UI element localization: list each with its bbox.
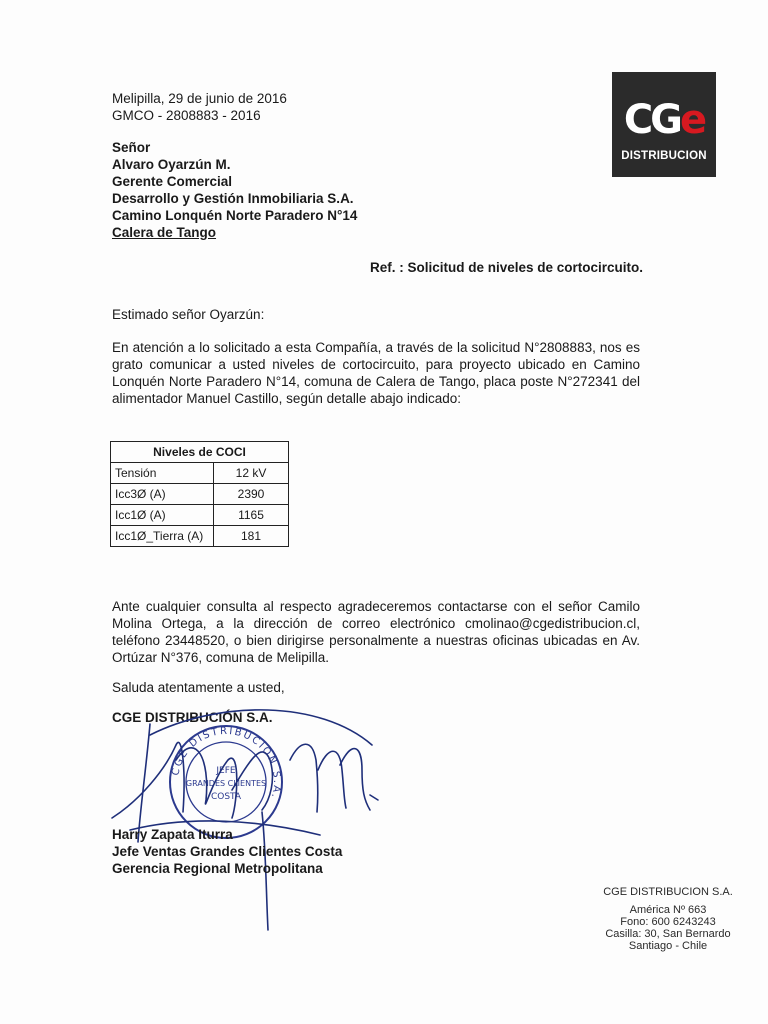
table-header-row	[111, 442, 289, 463]
table-title: Niveles de COCI	[111, 442, 289, 463]
footer-city: Santiago - Chile	[628, 940, 708, 952]
table-cell-value: 181	[214, 526, 289, 547]
stamp-inner-line-1: JEFE	[216, 766, 236, 776]
recipient-name: Alvaro Oyarzún M.	[112, 157, 231, 172]
signer-title: Jefe Ventas Grandes Clientes Costa	[112, 844, 343, 859]
table-row	[111, 463, 289, 484]
table-cell-label: Icc1Ø (A)	[111, 505, 214, 526]
footer-company: CGE DISTRIBUCION S.A.	[603, 886, 733, 898]
table-cell-value: 1165	[214, 505, 289, 526]
table-cell-label: Tensión	[111, 463, 214, 484]
recipient-salutation: Señor	[112, 140, 151, 155]
logo-subtitle: DISTRIBUCION	[621, 150, 707, 162]
recipient-position: Gerente Comercial	[112, 174, 233, 189]
recipient-city: Calera de Tango	[112, 225, 217, 240]
table-row	[111, 484, 289, 505]
recipient-block	[112, 139, 357, 241]
recipient-company: Desarrollo y Gestión Inmobiliaria S.A.	[112, 191, 354, 206]
stamp-inner-line-2: GRANDES CLIENTES	[185, 779, 267, 788]
letter-header	[112, 90, 287, 124]
table-cell-value: 2390	[214, 484, 289, 505]
body-paragraph-1: En atención a lo solicitado a esta Compañía, a través de la solicitud N°2808883, nos es grato comunicar a usted niveles de cortocircuito, para proyecto ubicado en Camino Lonquén Norte Paradero N°14, comuna de Calera de Tango, placa poste N°272341 del alimentador Manuel Castillo, según detalle abajo indicado:	[112, 340, 640, 406]
greeting: Estimado señor Oyarzún:	[112, 307, 265, 322]
table-row	[111, 505, 289, 526]
place-date: Melipilla, 29 de junio de 2016	[112, 91, 287, 106]
company-stamp	[170, 726, 282, 838]
table-cell-label: Icc1Ø_Tierra (A)	[111, 526, 214, 547]
handwritten-signature	[112, 710, 378, 930]
reference-code: GMCO - 2808883 - 2016	[112, 108, 261, 123]
footer-street: América Nº 663	[629, 904, 707, 916]
footer-phone: Fono: 600 6243243	[620, 916, 716, 928]
reference-line: Ref. : Solicitud de niveles de cortocircuito.	[370, 260, 644, 275]
sender-company: CGE DISTRIBUCIÓN S.A.	[112, 710, 273, 725]
stamp-ring-text: CGE DISTRIBUCION S.A.	[170, 725, 283, 801]
recipient-address: Camino Lonquén Norte Paradero N°14	[112, 208, 358, 223]
cge-logo	[612, 72, 716, 177]
stamp-inner-line-3: COSTA	[210, 792, 242, 802]
footer-address	[588, 886, 748, 952]
signer-block	[112, 826, 342, 877]
body-paragraph-2: Ante cualquier consulta al respecto agradeceremos contactarse con el señor Camilo Molina Ortega, a la dirección de correo electrónico cmolinao@cgedistribucion.cl, teléfono 23448520, o bien dirigirse personalmente a nuestras oficinas ubicadas en Av. Ortúzar N°376, comuna de Melipilla.	[112, 599, 640, 665]
table-cell-label: Icc3Ø (A)	[111, 484, 214, 505]
table-row	[111, 526, 289, 547]
closing-line: Saluda atentamente a usted,	[112, 680, 285, 695]
footer-box: Casilla: 30, San Bernardo	[605, 928, 731, 940]
svg-text:CGE DISTRIBUCION S.A.	[170, 726, 282, 801]
coci-levels-table	[110, 441, 289, 547]
logo-wordmark: CGe	[623, 97, 705, 143]
table-cell-value: 12 kV	[214, 463, 289, 484]
signer-name: Harry Zapata Iturra	[112, 827, 233, 842]
signer-department: Gerencia Regional Metropolitana	[112, 861, 323, 876]
